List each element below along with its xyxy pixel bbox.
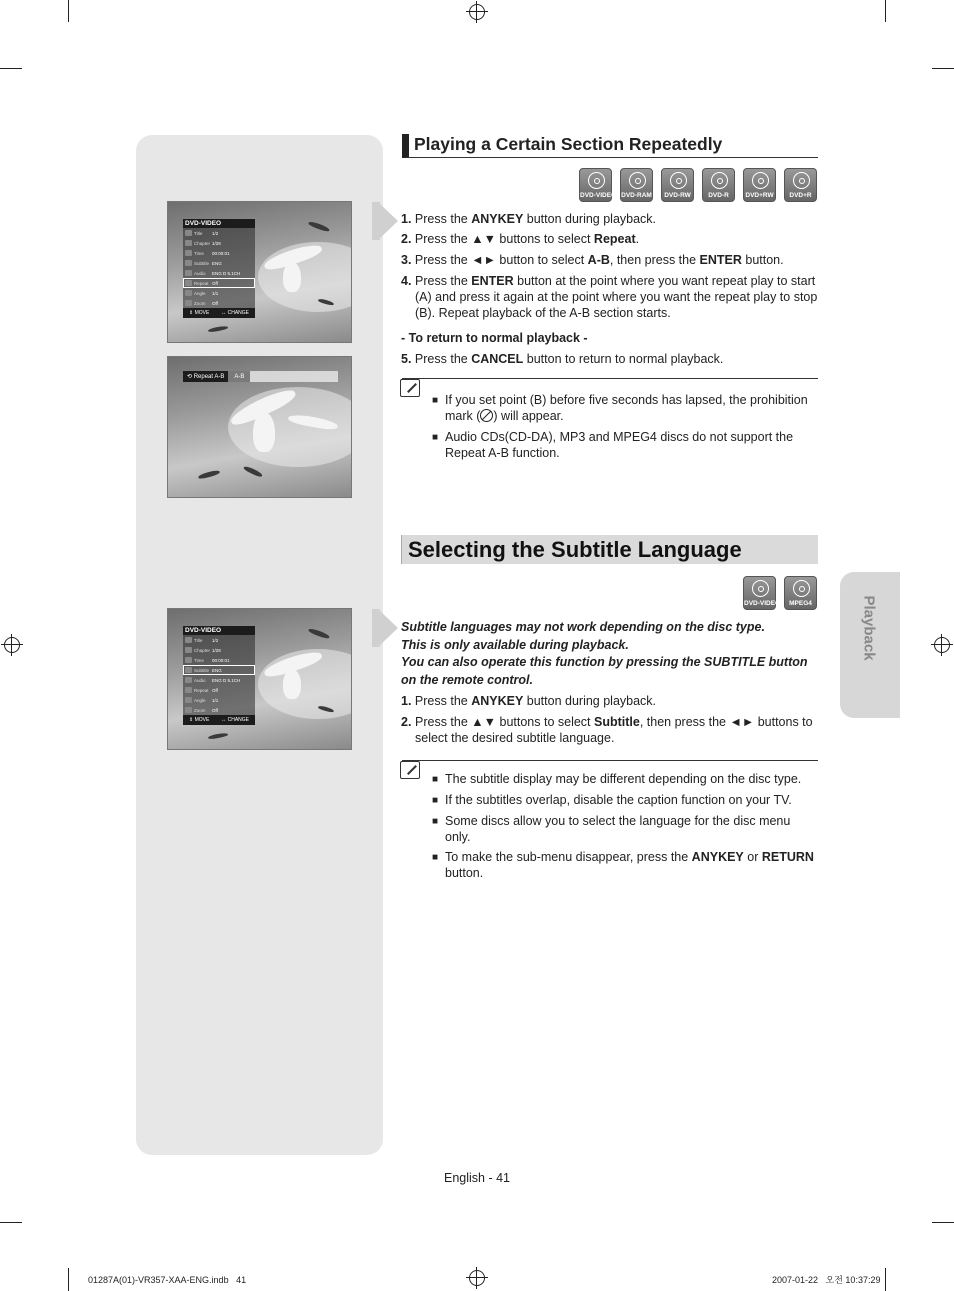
registration-mark-icon — [469, 4, 485, 20]
osd-value: ENG D 5.1CH — [212, 677, 241, 683]
dvd-rw-disc-icon: DVD-RW — [661, 168, 694, 202]
step-2-number: 2. — [401, 715, 412, 729]
print-timestamp: 2007-01-22 오전 10:37:29 — [772, 1275, 881, 1285]
repeat-label: Repeat A-B — [193, 373, 225, 380]
osd-value: ENG D 5.1CH — [212, 270, 241, 276]
step-2: 2. Press the ▲▼ buttons to select Repeat. — [401, 232, 640, 246]
bullet-icon: ■ — [432, 432, 439, 443]
crop-mark — [932, 1222, 954, 1223]
osd-value: 1/1 — [212, 290, 219, 296]
note-item: If you set point (B) before five seconds has lapsed, the prohibition mark ( ) will appear. — [445, 393, 808, 423]
step-4: Press the ENTER button at the point where you want repeat play to start (A) and press it again at the point where you want the repeat play to stop (B). Repeat playback of the A-B section starts. — [415, 274, 818, 320]
divider — [402, 378, 818, 379]
note-item: To make the sub-menu disappear, press the ANYKEY or RETURN button. — [445, 850, 814, 880]
intro-text: Subtitle languages may not work depending on the disc type. This is only available during playback. You can also operate this function by pressing the SUBTITLE button on the remote control. — [401, 620, 808, 687]
osd-value: Off — [212, 707, 218, 713]
page-number: English - 41 — [444, 1171, 511, 1185]
dvd-video-disc-icon: DVD-VIDEO — [579, 168, 612, 202]
step-4-number: 4. — [401, 274, 412, 288]
osd-value: 1/28 — [212, 240, 221, 246]
screen-repeat-ab — [167, 356, 352, 498]
crop-mark — [0, 68, 22, 69]
side-tab-playback — [840, 572, 900, 718]
screen-osd-subtitle — [167, 608, 352, 750]
step-2: Press the ▲▼ buttons to select Subtitle, then press the ◄► buttons to select the desired subtitle language. — [415, 715, 813, 745]
osd-label: Repeat — [194, 687, 209, 693]
pencil-note-icon — [400, 761, 420, 779]
osd-value: 1/2 — [212, 637, 219, 643]
osd-value: Off — [212, 280, 218, 286]
crop-mark — [68, 0, 69, 22]
crop-mark — [932, 68, 954, 69]
crop-mark — [885, 1268, 886, 1291]
osd-label: Audio — [194, 270, 206, 276]
repeat-bar: ⟲ Repeat A-B A-B — [183, 371, 338, 382]
osd-move: MOVE — [194, 310, 210, 316]
registration-mark-icon — [469, 1270, 485, 1286]
osd-label: Title — [194, 637, 203, 643]
osd-label: Subtitle — [194, 667, 210, 673]
osd-value: 00:00:01 — [212, 250, 230, 256]
osd-panel: DVD-VIDEO Title 1/2 Chapter 1/28 Time 00:00:01 Subtitle ENG Audio ENG D 5.1CH Repeat Off Angle 1/1 Zoom Off ⇕ MOVE ↔ CHANGE — [183, 219, 255, 318]
step-5: 5. Press the CANCEL button to return to normal playback. — [401, 352, 724, 366]
osd-label: Zoom — [194, 300, 206, 306]
note-item: The subtitle display may be different depending on the disc type. — [445, 772, 802, 786]
osd-value: Off — [212, 687, 218, 693]
note-item: Audio CDs(CD-DA), MP3 and MPEG4 discs do not support the Repeat A-B function. — [445, 430, 794, 460]
dvd-ram-disc-icon: DVD-RAM — [620, 168, 653, 202]
osd-label: Audio — [194, 677, 206, 683]
pencil-note-icon — [400, 379, 420, 397]
section-title: Selecting the Subtitle Language — [408, 537, 742, 562]
dvd-plus-rw-disc-icon: DVD+RW — [743, 168, 776, 202]
bullet-icon: ■ — [432, 852, 439, 863]
osd-label: Chapter — [194, 240, 211, 246]
section-heading — [401, 535, 818, 564]
osd-value: 1/28 — [212, 647, 221, 653]
arrow-right-icon — [378, 202, 398, 240]
section-heading — [402, 134, 818, 158]
osd-value: Off — [212, 300, 218, 306]
bullet-icon: ■ — [432, 395, 439, 406]
osd-panel: DVD-VIDEO Title 1/2 Chapter 1/28 Time 00:00:01 Subtitle ENG Audio ENG D 5.1CH Repeat Off Angle 1/1 Zoom Off ⇕ MOVE ↔ CHANGE — [183, 626, 255, 725]
osd-value: ENG — [212, 260, 222, 266]
arrow-right-icon — [378, 609, 398, 647]
osd-change: CHANGE — [227, 717, 250, 723]
file-name: 01287A(01)-VR357-XAA-ENG.indb 41 — [88, 1275, 247, 1285]
repeat-value: A-B — [228, 371, 250, 382]
osd-value: 00:00:01 — [212, 657, 230, 663]
crop-mark — [0, 1222, 22, 1223]
bullet-icon: ■ — [432, 795, 439, 806]
section-title: Playing a Certain Section Repeatedly — [414, 134, 723, 154]
return-heading: - To return to normal playback - — [401, 331, 588, 345]
osd-label: Angle — [194, 697, 206, 703]
dvd-video-disc-icon: DVD-VIDEO — [743, 576, 776, 610]
registration-mark-icon — [4, 637, 20, 653]
mpeg4-disc-icon: MPEG4 — [784, 576, 817, 610]
osd-header: DVD-VIDEO — [183, 626, 255, 635]
note-item: If the subtitles overlap, disable the caption function on your TV. — [445, 793, 792, 807]
registration-mark-icon — [934, 637, 950, 653]
osd-header: DVD-VIDEO — [183, 219, 255, 228]
crop-mark — [68, 1268, 69, 1291]
osd-move: MOVE — [194, 717, 210, 723]
bullet-icon: ■ — [432, 816, 439, 827]
osd-value: ENG — [212, 667, 222, 673]
step-1: 1. Press the ANYKEY button during playback. — [401, 694, 657, 708]
note-item: Some discs allow you to select the language for the disc menu only. — [445, 814, 791, 844]
bullet-icon: ■ — [432, 774, 439, 785]
screen-osd-menu — [167, 201, 352, 343]
osd-label: Zoom — [194, 707, 206, 713]
osd-label: Subtitle — [194, 260, 210, 266]
osd-label: Time — [194, 657, 204, 663]
osd-label: Angle — [194, 290, 206, 296]
osd-value: 1/2 — [212, 230, 219, 236]
step-3: 3. Press the ◄► button to select A-B, then press the ENTER button. — [401, 253, 784, 267]
osd-value: 1/1 — [212, 697, 219, 703]
osd-label: Time — [194, 250, 204, 256]
prohibition-mark-icon — [480, 409, 493, 422]
divider — [402, 760, 818, 761]
step-1: 1. Press the ANYKEY button during playback. — [401, 212, 657, 226]
side-tab-label: Playback — [860, 595, 878, 661]
osd-label: Repeat — [194, 280, 209, 286]
osd-label: Title — [194, 230, 203, 236]
osd-change: CHANGE — [227, 310, 250, 316]
dvd-r-disc-icon: DVD-R — [702, 168, 735, 202]
crop-mark — [885, 0, 886, 22]
osd-label: Chapter — [194, 647, 211, 653]
dvd-plus-r-disc-icon: DVD+R — [784, 168, 817, 202]
